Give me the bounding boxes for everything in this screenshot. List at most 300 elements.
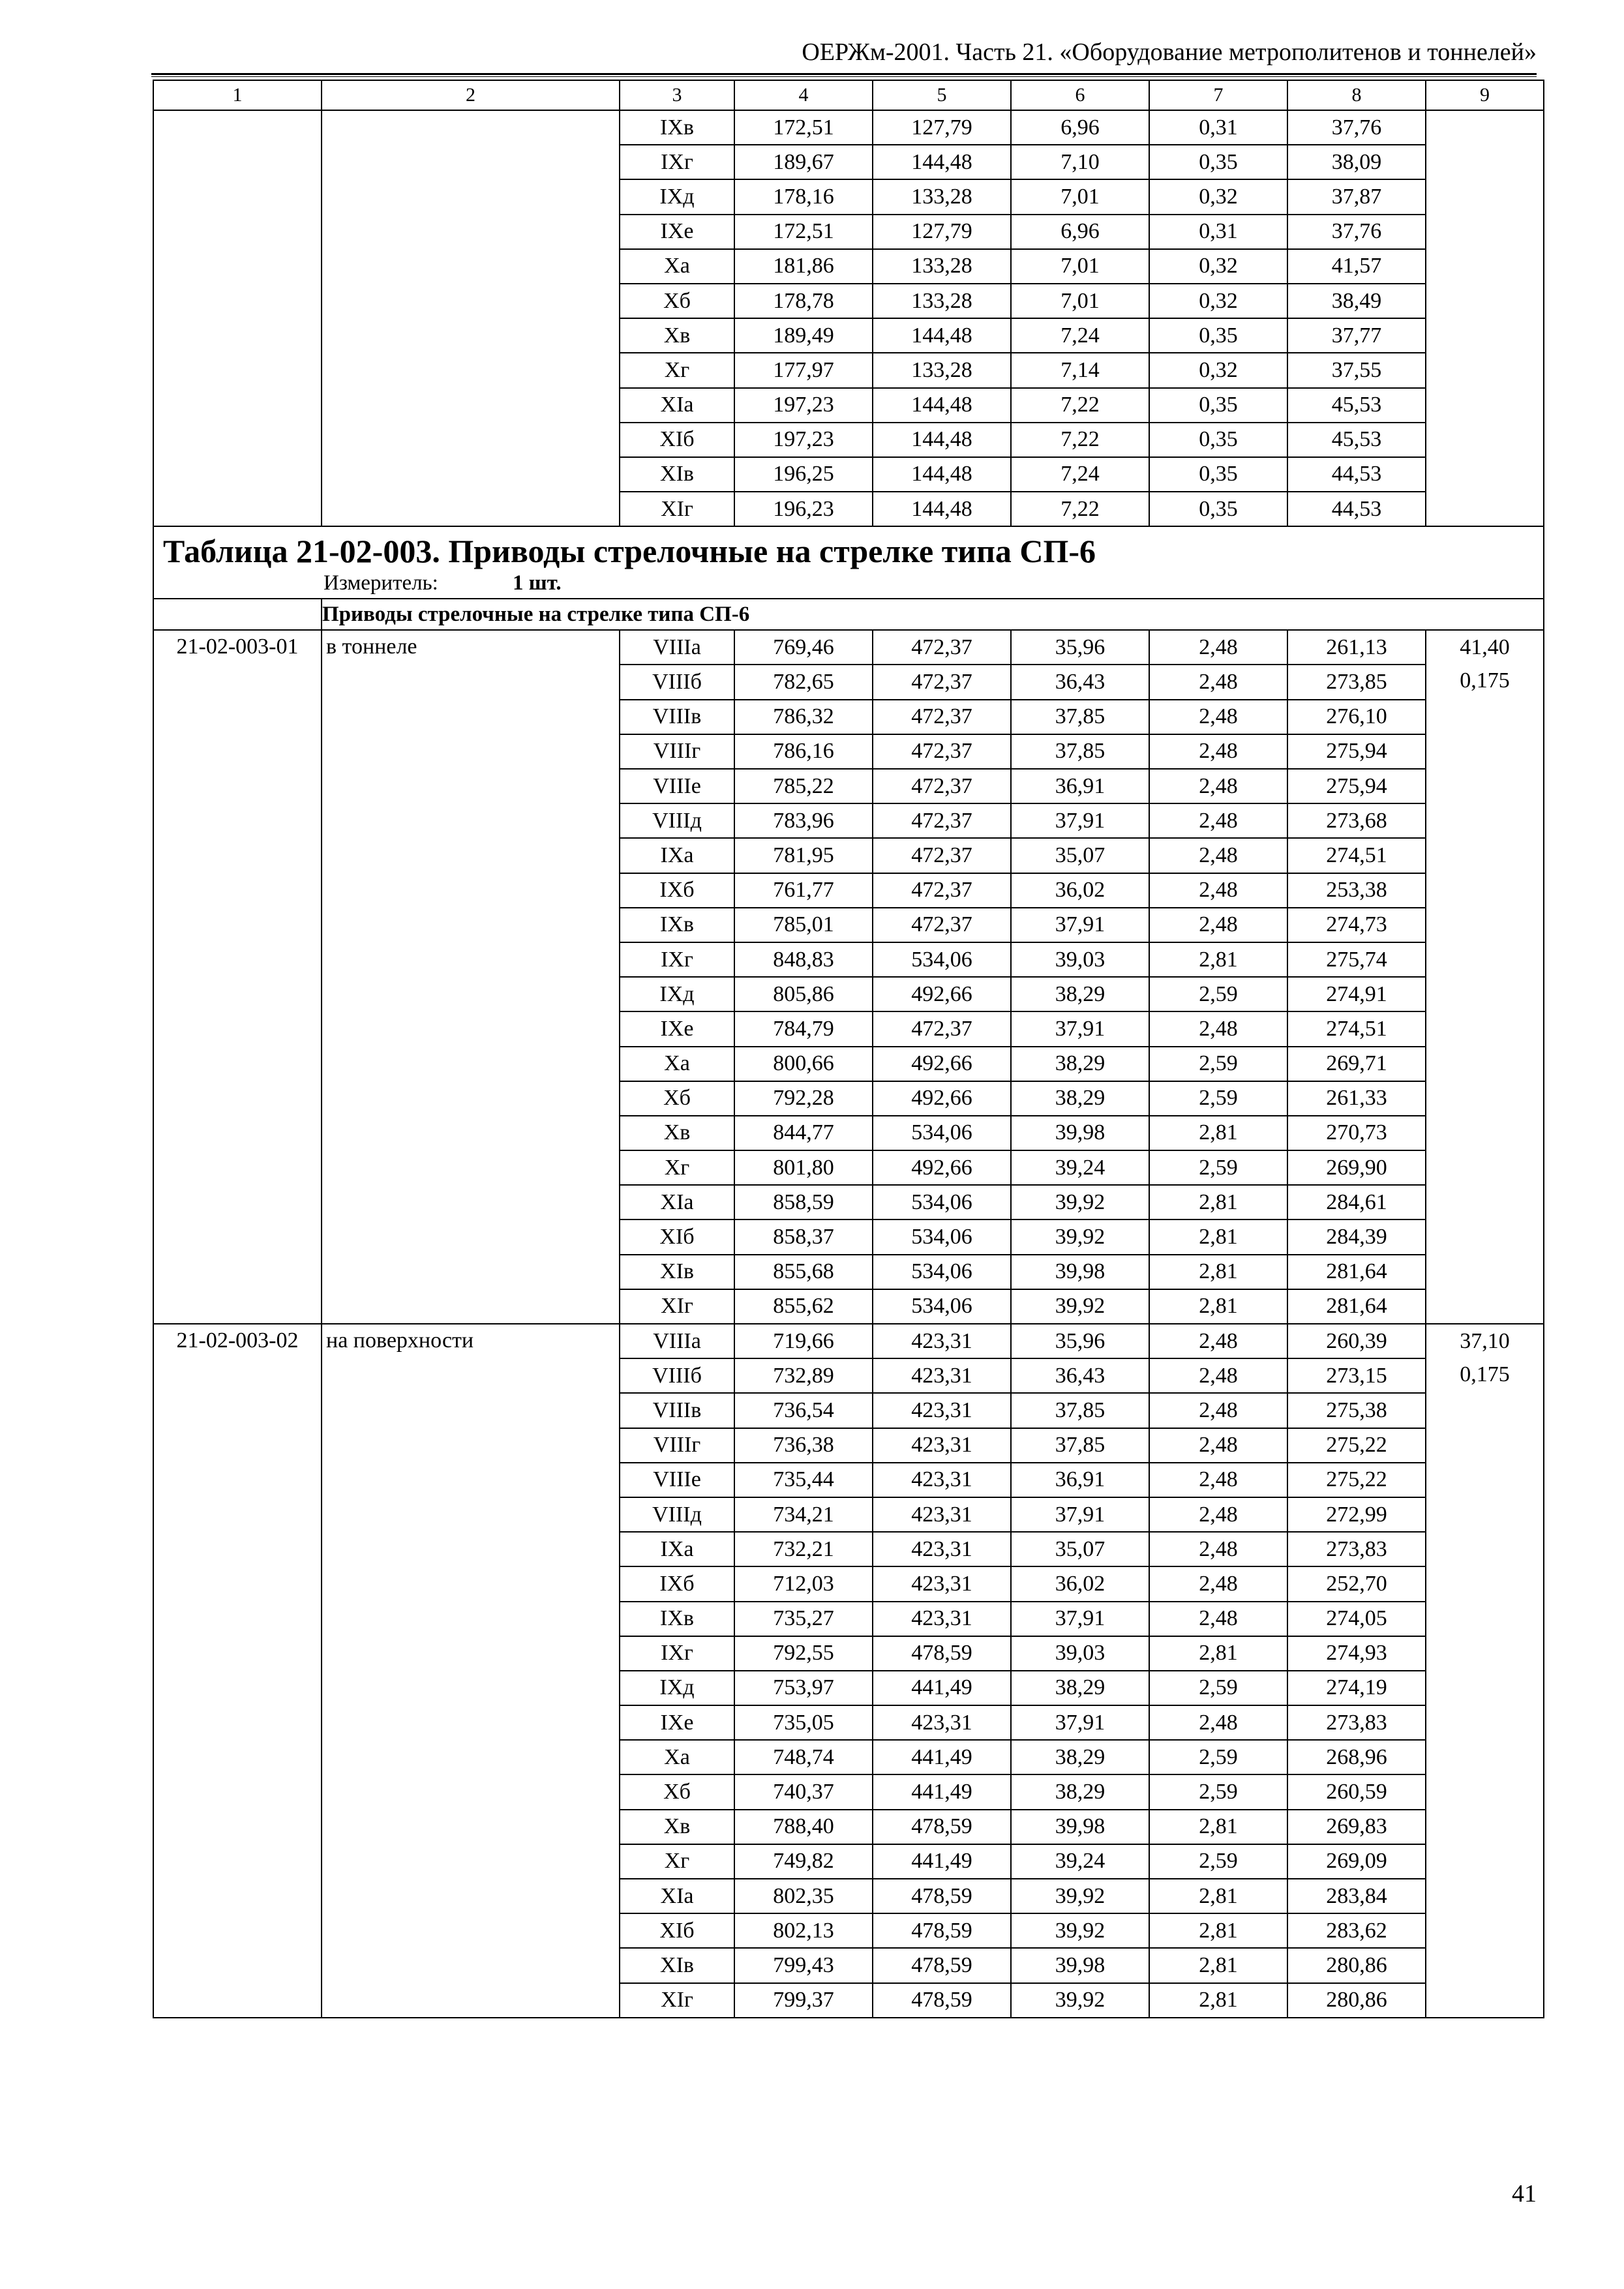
- table-cell: 2,81: [1149, 1116, 1287, 1150]
- table-cell: 0,32: [1149, 353, 1287, 387]
- table-cell: 38,09: [1287, 145, 1426, 179]
- table-cell: 492,66: [873, 1081, 1011, 1116]
- rate-name: на поверхности: [322, 1324, 620, 2018]
- table-cell: XIб: [620, 423, 734, 457]
- table-row: [153, 630, 1544, 665]
- table-cell: 472,37: [873, 769, 1011, 803]
- table-cell: IXв: [620, 110, 734, 145]
- page-number: 41: [1512, 2180, 1537, 2207]
- table-cell: 39,92: [1011, 1185, 1149, 1219]
- table-cell: 784,79: [734, 1011, 873, 1046]
- table-cell: 534,06: [873, 1116, 1011, 1150]
- table-cell: Xв: [620, 318, 734, 353]
- table-cell: 274,93: [1287, 1636, 1426, 1671]
- running-header: ОЕРЖм-2001. Часть 21. «Оборудование метрополитенов и тоннелей»: [802, 38, 1537, 66]
- table-cell: 2,48: [1149, 700, 1287, 734]
- table-cell: VIIIа: [620, 1324, 734, 1358]
- table-cell: 273,83: [1287, 1705, 1426, 1740]
- table-cell: XIб: [620, 1219, 734, 1254]
- section-title: Приводы стрелочные на стрелке типа СП-6: [322, 599, 1544, 630]
- table-cell: 423,31: [873, 1393, 1011, 1428]
- rates-table-body: [153, 80, 1544, 2018]
- meter-label: Измеритель:: [323, 571, 438, 595]
- table-cell: 261,33: [1287, 1081, 1426, 1116]
- table-cell: 36,91: [1011, 1463, 1149, 1497]
- table-cell: 423,31: [873, 1532, 1011, 1566]
- table-cell: 45,53: [1287, 388, 1426, 423]
- table-cell: 478,59: [873, 1879, 1011, 1913]
- table-cell: 181,86: [734, 249, 873, 284]
- table-cell: Xа: [620, 249, 734, 284]
- table-cell: VIIIг: [620, 734, 734, 769]
- resource-values: [1426, 631, 1543, 697]
- table-cell: VIIIб: [620, 1358, 734, 1393]
- table-cell: 37,91: [1011, 908, 1149, 942]
- table-cell: IXе: [620, 215, 734, 249]
- table-cell: 441,49: [873, 1844, 1011, 1879]
- table-cell: 740,37: [734, 1774, 873, 1809]
- table-cell: 732,21: [734, 1532, 873, 1566]
- table-cell: 197,23: [734, 388, 873, 423]
- table-cell: 2,81: [1149, 1289, 1287, 1324]
- table-cell: 753,97: [734, 1671, 873, 1705]
- table-cell: 39,98: [1011, 1255, 1149, 1289]
- table-cell: 172,51: [734, 110, 873, 145]
- table-cell: 478,59: [873, 1636, 1011, 1671]
- table-cell: 478,59: [873, 1913, 1011, 1948]
- table-cell: Xв: [620, 1116, 734, 1150]
- table-cell: 274,19: [1287, 1671, 1426, 1705]
- table-cell: 178,78: [734, 284, 873, 318]
- column-number: 4: [734, 80, 873, 110]
- table-cell: 785,22: [734, 769, 873, 803]
- table-cell: 2,81: [1149, 1879, 1287, 1913]
- table-cell: 269,09: [1287, 1844, 1426, 1879]
- resource-value: 41,40: [1460, 635, 1510, 660]
- empty-name-cell: [322, 110, 620, 526]
- table-cell: Xб: [620, 1774, 734, 1809]
- table-cell: 39,92: [1011, 1219, 1149, 1254]
- table-cell: 799,37: [734, 1983, 873, 2018]
- table-cell: XIб: [620, 1913, 734, 1948]
- table-cell: 133,28: [873, 179, 1011, 214]
- table-cell: 2,81: [1149, 1913, 1287, 1948]
- column-number-row: [153, 80, 1544, 110]
- table-cell: 0,31: [1149, 215, 1287, 249]
- table-cell: 472,37: [873, 803, 1011, 838]
- table-cell: 792,28: [734, 1081, 873, 1116]
- table-cell: 736,54: [734, 1393, 873, 1428]
- table-cell: 2,59: [1149, 977, 1287, 1011]
- meter-value: 1 шт.: [513, 571, 562, 595]
- table-cell: 275,22: [1287, 1428, 1426, 1463]
- table-cell: 472,37: [873, 838, 1011, 873]
- table-cell: 735,44: [734, 1463, 873, 1497]
- table-cell: 472,37: [873, 873, 1011, 908]
- table-cell: IXб: [620, 1566, 734, 1601]
- table-cell: 37,85: [1011, 700, 1149, 734]
- table-cell: 2,59: [1149, 1671, 1287, 1705]
- table-cell: 275,38: [1287, 1393, 1426, 1428]
- column-number: 3: [620, 80, 734, 110]
- table-cell: 423,31: [873, 1428, 1011, 1463]
- table-cell: 35,96: [1011, 1324, 1149, 1358]
- table-cell: 260,59: [1287, 1774, 1426, 1809]
- table-cell: 423,31: [873, 1497, 1011, 1532]
- table-cell: 196,23: [734, 492, 873, 526]
- table-cell: Xг: [620, 1844, 734, 1879]
- table-cell: 792,55: [734, 1636, 873, 1671]
- table-cell: 283,62: [1287, 1913, 1426, 1948]
- table-cell: XIа: [620, 388, 734, 423]
- table-cell: 734,21: [734, 1497, 873, 1532]
- table-cell: 39,92: [1011, 1913, 1149, 1948]
- table-cell: 7,24: [1011, 457, 1149, 492]
- table-cell: 2,81: [1149, 1810, 1287, 1844]
- table-cell: 472,37: [873, 1011, 1011, 1046]
- table-cell: 441,49: [873, 1774, 1011, 1809]
- table-cell: 177,97: [734, 353, 873, 387]
- table-cell: 39,92: [1011, 1289, 1149, 1324]
- table-cell: Xв: [620, 1810, 734, 1844]
- meter-line: [154, 573, 1543, 598]
- table-cell: 719,66: [734, 1324, 873, 1358]
- table-cell: 268,96: [1287, 1740, 1426, 1774]
- table-cell: 7,22: [1011, 423, 1149, 457]
- table-cell: 35,07: [1011, 1532, 1149, 1566]
- table-cell: 275,22: [1287, 1463, 1426, 1497]
- table-cell: 273,68: [1287, 803, 1426, 838]
- table-cell: 732,89: [734, 1358, 873, 1393]
- table-cell: 39,98: [1011, 1116, 1149, 1150]
- table-cell: VIIIе: [620, 769, 734, 803]
- table-cell: 423,31: [873, 1705, 1011, 1740]
- table-cell: 35,07: [1011, 838, 1149, 873]
- table-cell: IXг: [620, 942, 734, 977]
- table-cell: IXг: [620, 145, 734, 179]
- table-cell: 2,81: [1149, 1219, 1287, 1254]
- table-cell: IXб: [620, 873, 734, 908]
- resource-value: 37,10: [1460, 1329, 1510, 1353]
- table-cell: 0,32: [1149, 284, 1287, 318]
- table-cell: 2,59: [1149, 1740, 1287, 1774]
- table-cell: 712,03: [734, 1566, 873, 1601]
- table-cell: 2,48: [1149, 1428, 1287, 1463]
- column-number: 9: [1426, 80, 1544, 110]
- empty-resource-cell: [1426, 110, 1544, 526]
- column-number: 2: [322, 80, 620, 110]
- table-cell: 2,59: [1149, 1081, 1287, 1116]
- table-cell: 2,81: [1149, 1948, 1287, 1982]
- column-number: 5: [873, 80, 1011, 110]
- table-cell: 478,59: [873, 1948, 1011, 1982]
- table-cell: 801,80: [734, 1150, 873, 1185]
- table-cell: 2,81: [1149, 1255, 1287, 1289]
- table-cell: 39,98: [1011, 1810, 1149, 1844]
- table-cell: 284,61: [1287, 1185, 1426, 1219]
- column-number: 6: [1011, 80, 1149, 110]
- table-cell: 7,01: [1011, 179, 1149, 214]
- table-cell: Xа: [620, 1740, 734, 1774]
- table-cell: 802,35: [734, 1879, 873, 1913]
- table-cell: 252,70: [1287, 1566, 1426, 1601]
- table-cell: 37,55: [1287, 353, 1426, 387]
- table-cell: 472,37: [873, 700, 1011, 734]
- table-cell: 275,74: [1287, 942, 1426, 977]
- table-cell: 37,91: [1011, 1011, 1149, 1046]
- table-cell: 761,77: [734, 873, 873, 908]
- rates-table: [153, 80, 1544, 2018]
- table-cell: Xг: [620, 353, 734, 387]
- table-cell: Xб: [620, 284, 734, 318]
- table-cell: 281,64: [1287, 1289, 1426, 1324]
- column-number: 7: [1149, 80, 1287, 110]
- table-row: [153, 110, 1544, 145]
- resource-value: 0,175: [1460, 668, 1510, 693]
- table-cell: XIв: [620, 457, 734, 492]
- table-cell: 44,53: [1287, 492, 1426, 526]
- table-cell: 441,49: [873, 1740, 1011, 1774]
- table-cell: 269,90: [1287, 1150, 1426, 1185]
- table-cell: 280,86: [1287, 1983, 1426, 2018]
- table-cell: 735,27: [734, 1602, 873, 1636]
- table-cell: 848,83: [734, 942, 873, 977]
- table-cell: 0,35: [1149, 492, 1287, 526]
- table-cell: 2,48: [1149, 769, 1287, 803]
- table-cell: XIа: [620, 1185, 734, 1219]
- table-cell: XIг: [620, 492, 734, 526]
- table-row: [153, 1324, 1544, 1358]
- table-cell: 423,31: [873, 1602, 1011, 1636]
- table-cell: Xа: [620, 1047, 734, 1081]
- table-cell: 2,59: [1149, 1844, 1287, 1879]
- table-cell: IXа: [620, 1532, 734, 1566]
- table-cell: 269,83: [1287, 1810, 1426, 1844]
- table-cell: 472,37: [873, 665, 1011, 699]
- table-cell: 534,06: [873, 942, 1011, 977]
- table-cell: XIа: [620, 1879, 734, 1913]
- table-cell: 273,15: [1287, 1358, 1426, 1393]
- table-cell: Xб: [620, 1081, 734, 1116]
- table-cell: 37,76: [1287, 110, 1426, 145]
- rate-code: 21-02-003-02: [153, 1324, 322, 2018]
- table-cell: 2,48: [1149, 1324, 1287, 1358]
- table-cell: 478,59: [873, 1810, 1011, 1844]
- table-cell: VIIIб: [620, 665, 734, 699]
- table-cell: 2,48: [1149, 1393, 1287, 1428]
- table-cell: 0,35: [1149, 423, 1287, 457]
- table-cell: 805,86: [734, 977, 873, 1011]
- table-cell: 144,48: [873, 423, 1011, 457]
- table-cell: 38,29: [1011, 1081, 1149, 1116]
- table-cell: XIг: [620, 1983, 734, 2018]
- table-cell: VIIIе: [620, 1463, 734, 1497]
- table-cell: 0,35: [1149, 457, 1287, 492]
- table-cell: 7,22: [1011, 492, 1149, 526]
- table-cell: 280,86: [1287, 1948, 1426, 1982]
- table-cell: 41,57: [1287, 249, 1426, 284]
- resource-value: 0,175: [1460, 1362, 1510, 1387]
- empty-code-cell: [153, 110, 322, 526]
- table-cell: 37,91: [1011, 803, 1149, 838]
- table-cell: 855,62: [734, 1289, 873, 1324]
- table-cell: 0,35: [1149, 145, 1287, 179]
- table-cell: 786,16: [734, 734, 873, 769]
- table-cell: 37,91: [1011, 1497, 1149, 1532]
- table-cell: 281,64: [1287, 1255, 1426, 1289]
- table-cell: 736,38: [734, 1428, 873, 1463]
- table-cell: 269,71: [1287, 1047, 1426, 1081]
- table-cell: 273,83: [1287, 1532, 1426, 1566]
- table-cell: 2,48: [1149, 1463, 1287, 1497]
- table-cell: VIIIд: [620, 1497, 734, 1532]
- table-cell: VIIIд: [620, 803, 734, 838]
- table-cell: IXе: [620, 1705, 734, 1740]
- table-cell: 2,48: [1149, 1011, 1287, 1046]
- table-cell: VIIIг: [620, 1428, 734, 1463]
- table-cell: IXв: [620, 908, 734, 942]
- table-cell: 799,43: [734, 1948, 873, 1982]
- table-cell: 2,48: [1149, 1705, 1287, 1740]
- table-cell: 260,39: [1287, 1324, 1426, 1358]
- table-cell: 274,73: [1287, 908, 1426, 942]
- table-cell: 44,53: [1287, 457, 1426, 492]
- table-cell: 423,31: [873, 1358, 1011, 1393]
- table-cell: 127,79: [873, 215, 1011, 249]
- table-cell: 423,31: [873, 1566, 1011, 1601]
- table-cell: 2,48: [1149, 1532, 1287, 1566]
- table-cell: 534,06: [873, 1219, 1011, 1254]
- table-cell: 39,03: [1011, 942, 1149, 977]
- header-rule: [151, 73, 1537, 75]
- table-cell: 37,91: [1011, 1705, 1149, 1740]
- table-cell: VIIIв: [620, 700, 734, 734]
- table-cell: 274,51: [1287, 1011, 1426, 1046]
- table-cell: IXа: [620, 838, 734, 873]
- table-cell: 7,01: [1011, 249, 1149, 284]
- table-cell: 534,06: [873, 1185, 1011, 1219]
- table-cell: 45,53: [1287, 423, 1426, 457]
- table-cell: 276,10: [1287, 700, 1426, 734]
- table-cell: 492,66: [873, 1150, 1011, 1185]
- table-cell: 274,51: [1287, 838, 1426, 873]
- table-cell: 749,82: [734, 1844, 873, 1879]
- table-cell: 2,59: [1149, 1047, 1287, 1081]
- table-cell: 144,48: [873, 492, 1011, 526]
- table-cell: 788,40: [734, 1810, 873, 1844]
- table-cell: 782,65: [734, 665, 873, 699]
- column-number: 1: [153, 80, 322, 110]
- table-cell: 253,38: [1287, 873, 1426, 908]
- table-cell: 492,66: [873, 1047, 1011, 1081]
- table-cell: 0,31: [1149, 110, 1287, 145]
- table-cell: 144,48: [873, 318, 1011, 353]
- table-cell: VIIIа: [620, 630, 734, 665]
- table-cell: 261,13: [1287, 630, 1426, 665]
- table-cell: IXг: [620, 1636, 734, 1671]
- resource-cell: [1426, 630, 1544, 1324]
- table-cell: 802,13: [734, 1913, 873, 1948]
- table-cell: 492,66: [873, 977, 1011, 1011]
- table-cell: 36,91: [1011, 769, 1149, 803]
- table-cell: 37,85: [1011, 1393, 1149, 1428]
- table-cell: 275,94: [1287, 769, 1426, 803]
- table-cell: 0,32: [1149, 249, 1287, 284]
- table-cell: 273,85: [1287, 665, 1426, 699]
- table-cell: 534,06: [873, 1289, 1011, 1324]
- table-cell: VIIIв: [620, 1393, 734, 1428]
- table-cell: IXд: [620, 977, 734, 1011]
- rate-name: в тоннеле: [322, 630, 620, 1324]
- table-cell: 38,29: [1011, 1047, 1149, 1081]
- empty-cell: [153, 599, 322, 630]
- table-cell: 39,24: [1011, 1844, 1149, 1879]
- table-cell: 38,29: [1011, 1774, 1149, 1809]
- table-cell: 2,48: [1149, 1566, 1287, 1601]
- table-cell: 2,59: [1149, 1774, 1287, 1809]
- table-cell: XIг: [620, 1289, 734, 1324]
- table-cell: 858,59: [734, 1185, 873, 1219]
- table-cell: 38,49: [1287, 284, 1426, 318]
- table-cell: 2,48: [1149, 734, 1287, 769]
- table-cell: 748,74: [734, 1740, 873, 1774]
- table-cell: 786,32: [734, 700, 873, 734]
- table-cell: 7,24: [1011, 318, 1149, 353]
- table-cell: 38,29: [1011, 977, 1149, 1011]
- table-cell: 39,24: [1011, 1150, 1149, 1185]
- table-cell: 472,37: [873, 630, 1011, 665]
- table-cell: 769,46: [734, 630, 873, 665]
- table-cell: 283,84: [1287, 1879, 1426, 1913]
- table-cell: 2,48: [1149, 1602, 1287, 1636]
- table-cell: 36,43: [1011, 1358, 1149, 1393]
- header-rule-thin: [151, 76, 1537, 77]
- table-cell: 7,14: [1011, 353, 1149, 387]
- table-cell: 0,35: [1149, 388, 1287, 423]
- table-cell: 37,91: [1011, 1602, 1149, 1636]
- table-cell: 2,48: [1149, 1497, 1287, 1532]
- table-cell: 0,32: [1149, 179, 1287, 214]
- table-cell: 274,91: [1287, 977, 1426, 1011]
- table-cell: 441,49: [873, 1671, 1011, 1705]
- table-cell: 37,76: [1287, 215, 1426, 249]
- table-cell: 2,48: [1149, 908, 1287, 942]
- table-cell: Xг: [620, 1150, 734, 1185]
- table-cell: 2,48: [1149, 873, 1287, 908]
- table-cell: 781,95: [734, 838, 873, 873]
- table-cell: 7,22: [1011, 388, 1149, 423]
- table-cell: XIв: [620, 1255, 734, 1289]
- section-row: [153, 599, 1544, 630]
- table-cell: 37,85: [1011, 734, 1149, 769]
- table-cell: 133,28: [873, 249, 1011, 284]
- table-cell: 189,49: [734, 318, 873, 353]
- resource-values: [1426, 1324, 1543, 1391]
- table-cell: 2,48: [1149, 1358, 1287, 1393]
- table-cell: 189,67: [734, 145, 873, 179]
- table-cell: 2,81: [1149, 1185, 1287, 1219]
- rate-code: 21-02-003-01: [153, 630, 322, 1324]
- table-cell: 144,48: [873, 145, 1011, 179]
- table-cell: 423,31: [873, 1463, 1011, 1497]
- table-cell: 783,96: [734, 803, 873, 838]
- table-title: Таблица 21-02-003. Приводы стрелочные на стрелке типа СП-6: [163, 533, 1096, 570]
- table-cell: 2,81: [1149, 942, 1287, 977]
- table-cell: 38,29: [1011, 1740, 1149, 1774]
- table-cell: 2,59: [1149, 1150, 1287, 1185]
- table-cell: IXв: [620, 1602, 734, 1636]
- table-cell: 534,06: [873, 1255, 1011, 1289]
